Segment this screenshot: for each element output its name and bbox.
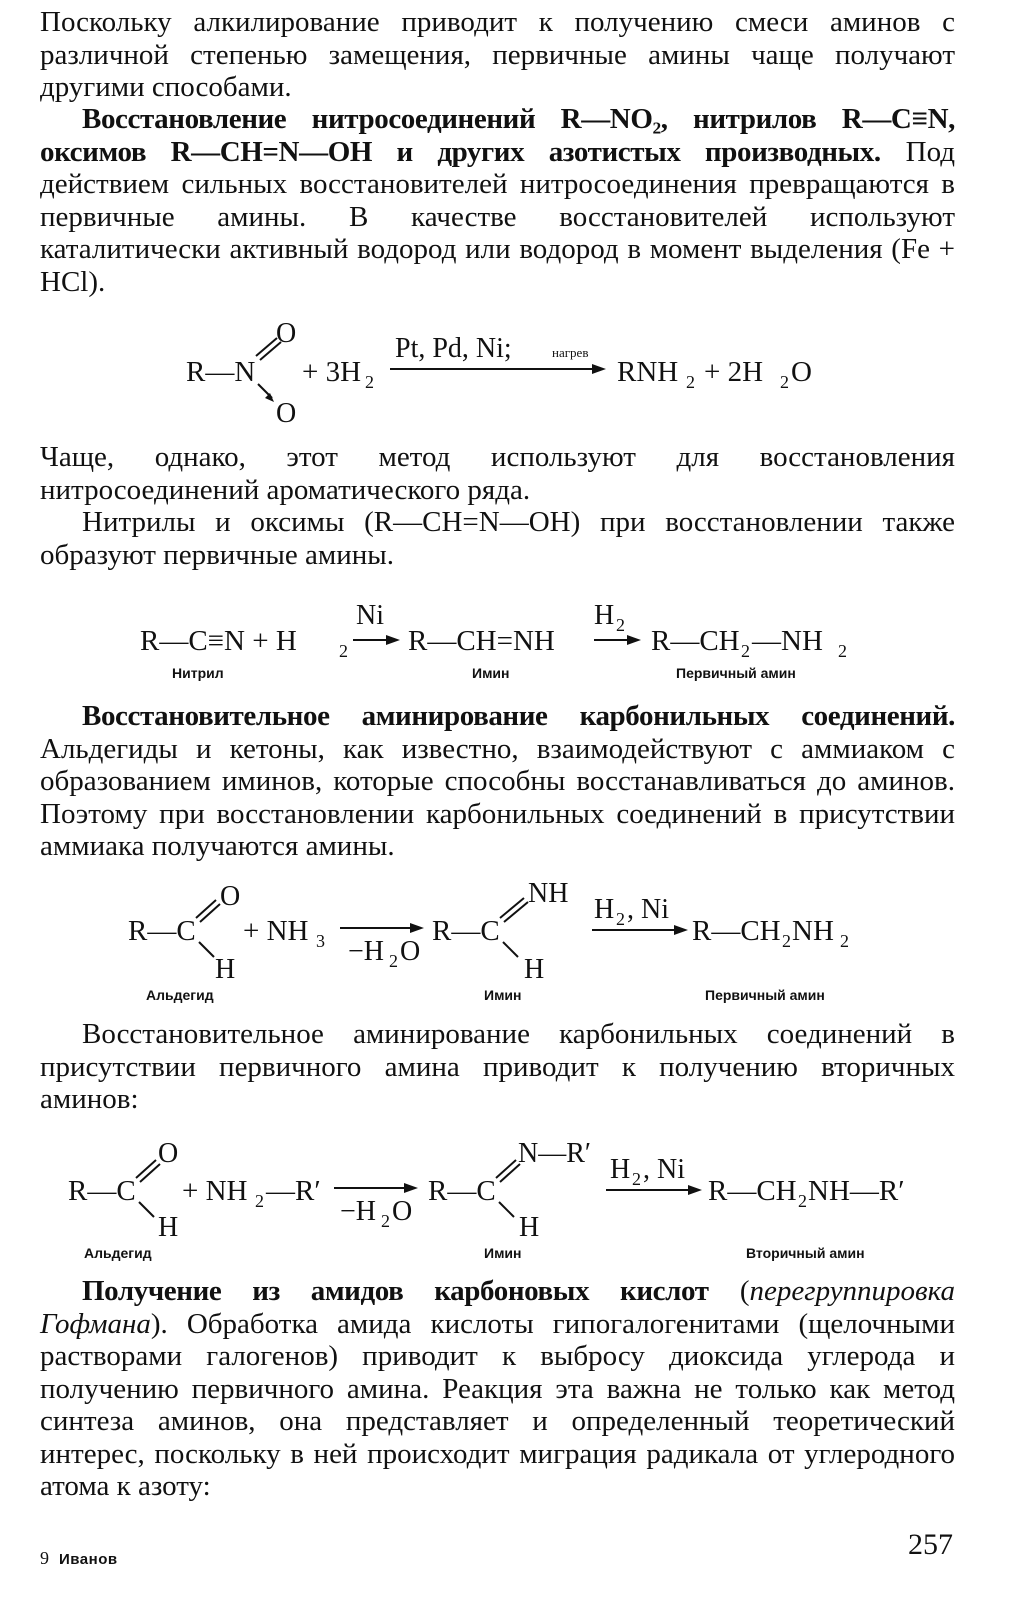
paragraph-reductive-amination xyxy=(40,700,955,863)
svg-text:2: 2 xyxy=(616,909,625,929)
secondary-amine-product: R—CH xyxy=(708,1175,797,1207)
imine-rc: R—C xyxy=(432,915,500,947)
svg-text:NH: NH xyxy=(792,915,834,947)
scheme-amination-primary-amine xyxy=(0,1128,1013,1263)
svg-text:2: 2 xyxy=(389,951,398,971)
aldehyde-oxygen: O xyxy=(220,881,241,912)
svg-text:2: 2 xyxy=(838,641,847,661)
scheme-amination-ammonia xyxy=(0,872,1013,1004)
catalyst-label: Pt, Pd, Ni; xyxy=(395,333,512,364)
heading-hofmann: Получение из амидов карбоновых кислот xyxy=(82,1275,709,1307)
svg-text:2: 2 xyxy=(255,1191,264,1211)
paragraph-nitriles-oximes: Нитрилы и оксимы (R—CH=N—OH) при восстановлении также образуют первичные амины. xyxy=(40,506,955,571)
imine-nh: NH xyxy=(528,878,569,909)
water-elimination: −H xyxy=(348,936,385,967)
ammonia-reagent: + NH xyxy=(243,915,309,947)
aldehyde-oxygen-2: O xyxy=(158,1138,179,1169)
svg-text:NH—R′: NH—R′ xyxy=(808,1175,905,1207)
svg-text:, Ni: , Ni xyxy=(643,1154,685,1185)
svg-text:2: 2 xyxy=(365,372,374,392)
caption-aldehyde: Альдегид xyxy=(146,987,214,1003)
paragraph-aromatic-note: Чаще, однако, этот метод используют для восстановления нитросоединений ароматического ряда. xyxy=(40,441,955,506)
nitro-oxygen-bottom: O xyxy=(276,398,297,428)
aldehyde-rc-2: R—C xyxy=(68,1175,136,1207)
caption-imine: Имин xyxy=(472,665,510,681)
aldehyde-hydrogen: H xyxy=(215,954,236,985)
caption-secondary-amine: Вторичный амин xyxy=(746,1245,865,1261)
caption-aldehyde-2: Альдегид xyxy=(84,1245,152,1261)
caption-nitrile: Нитрил xyxy=(172,665,224,681)
imine-nr: N—R′ xyxy=(518,1138,592,1169)
svg-text:2: 2 xyxy=(840,931,849,951)
svg-text:2: 2 xyxy=(616,615,625,635)
svg-text:O: O xyxy=(392,1196,413,1227)
paragraph-alkylation: Поскольку алкилирование приводит к получению смеси аминов с различной степенью замещения, первичные амины чаще получают другими способами. xyxy=(40,6,955,103)
scheme-nitrile-reduction xyxy=(0,594,1013,684)
caption-primary-amine-2: Первичный амин xyxy=(705,987,825,1003)
primary-amine-product: R—CH xyxy=(651,625,740,657)
paragraph-nitro-reduction xyxy=(40,103,955,298)
aldehyde-hydrogen-2: H xyxy=(158,1212,179,1243)
hydrogen-over-arrow: H xyxy=(594,600,615,631)
aldehyde-rc: R—C xyxy=(128,915,196,947)
water-elimination-2: −H xyxy=(340,1196,377,1227)
nitrile-reactant: R—C≡N + H xyxy=(140,625,297,657)
svg-text:—R′: —R′ xyxy=(266,1175,321,1207)
nitro-reactant: R—N xyxy=(186,356,256,388)
signature-name: Иванов xyxy=(59,1551,118,1568)
svg-text:O: O xyxy=(791,356,812,388)
signature-number: 9 xyxy=(40,1548,49,1568)
imine-rc-2: R—C xyxy=(428,1175,496,1207)
nitro-oxygen-top: O xyxy=(276,318,297,349)
svg-text:, Ni: , Ni xyxy=(627,894,669,925)
scheme-nitro-reduction xyxy=(0,318,1013,428)
nickel-catalyst: Ni xyxy=(356,600,384,631)
caption-imine-2: Имин xyxy=(484,987,522,1003)
caption-primary-amine: Первичный амин xyxy=(676,665,796,681)
hydrogen-reagent: + 3H xyxy=(302,356,362,388)
svg-text:2: 2 xyxy=(780,372,789,392)
svg-text:O: O xyxy=(400,936,421,967)
primary-amine-product-2: R—CH xyxy=(692,915,781,947)
caption-imine-3: Имин xyxy=(484,1245,522,1261)
heading-nitro-reduction: Восстановление нитросоединений R—NO₂, нитрилов R—C≡N, оксимов R—CH=N—OH и других азотистых производных. xyxy=(40,103,955,168)
svg-text:3: 3 xyxy=(316,931,325,951)
amine-product: RNH xyxy=(617,356,679,388)
text-reductive-amination: Альдегиды и кетоны, как известно, взаимодействуют с аммиаком с образованием иминов, которые способны восстанавливаться до аминов. Поэтому при восстановлении карбонильных соединений в присутствии аммиака получаются амины. xyxy=(40,732,955,862)
paragraph-hofmann: Получение из амидов карбоновых кислот (перегруппировка Гофмана). Обработка амида кислоты гипогалогенитами (щелочными растворами галогенов) приводит к выбросу диоксида углерода и получению первичного амина. Реакция эта важна не только как метод синтеза аминов, она представляет и определенный теоретический интерес, поскольку в ней происходит миграция радикала от углеродного атома к азоту: xyxy=(40,1275,955,1502)
svg-text:2: 2 xyxy=(632,1169,641,1189)
svg-text:2: 2 xyxy=(798,1191,807,1211)
svg-text:2: 2 xyxy=(381,1211,390,1231)
svg-text:2: 2 xyxy=(782,931,791,951)
hofmann-rearrangement-term: перегруппировка Гофмана xyxy=(40,1275,955,1340)
heat-label: нагрев xyxy=(552,345,589,360)
paragraph-secondary-amines: Восстановительное аминирование карбонильных соединений в присутствии первичного амина приводит к получению вторичных аминов: xyxy=(40,1018,955,1115)
page-number: 257 xyxy=(908,1528,953,1561)
imine-hydrogen: H xyxy=(524,954,545,985)
signature-mark xyxy=(40,1548,118,1569)
heading-reductive-amination: Восстановительное аминирование карбонильных соединений. xyxy=(82,700,955,732)
hydrogen-nickel: H xyxy=(594,894,615,925)
hydrogen-nickel-2: H xyxy=(610,1154,631,1185)
svg-text:2: 2 xyxy=(741,641,750,661)
text-hofmann: . Обработка амида кислоты гипогалогенитами (щелочными растворами галогенов) приводит к выбросу диоксида углерода и получению первичного амина. Реакция эта важна не только как метод синтеза аминов, она представляет и определенный теоретический интерес, поскольку в ней происходит миграция радикала от углеродного атома к азоту: xyxy=(40,1307,955,1502)
water-product: + 2H xyxy=(704,356,764,388)
svg-text:—NH: —NH xyxy=(752,625,823,657)
primary-amine-reagent: + NH xyxy=(182,1175,248,1207)
imine-intermediate: R—CH=NH xyxy=(408,625,555,657)
imine-hydrogen-2: H xyxy=(519,1212,540,1243)
text-nitro-reduction: Под действием сильных восстановителей нитросоединения превращаются в первичные амины. В качестве восстановителей используют каталитически активный водород или водород в момент выделения (Fe + HCl). xyxy=(40,135,955,298)
svg-text:2: 2 xyxy=(339,641,348,661)
svg-text:2: 2 xyxy=(686,372,695,392)
